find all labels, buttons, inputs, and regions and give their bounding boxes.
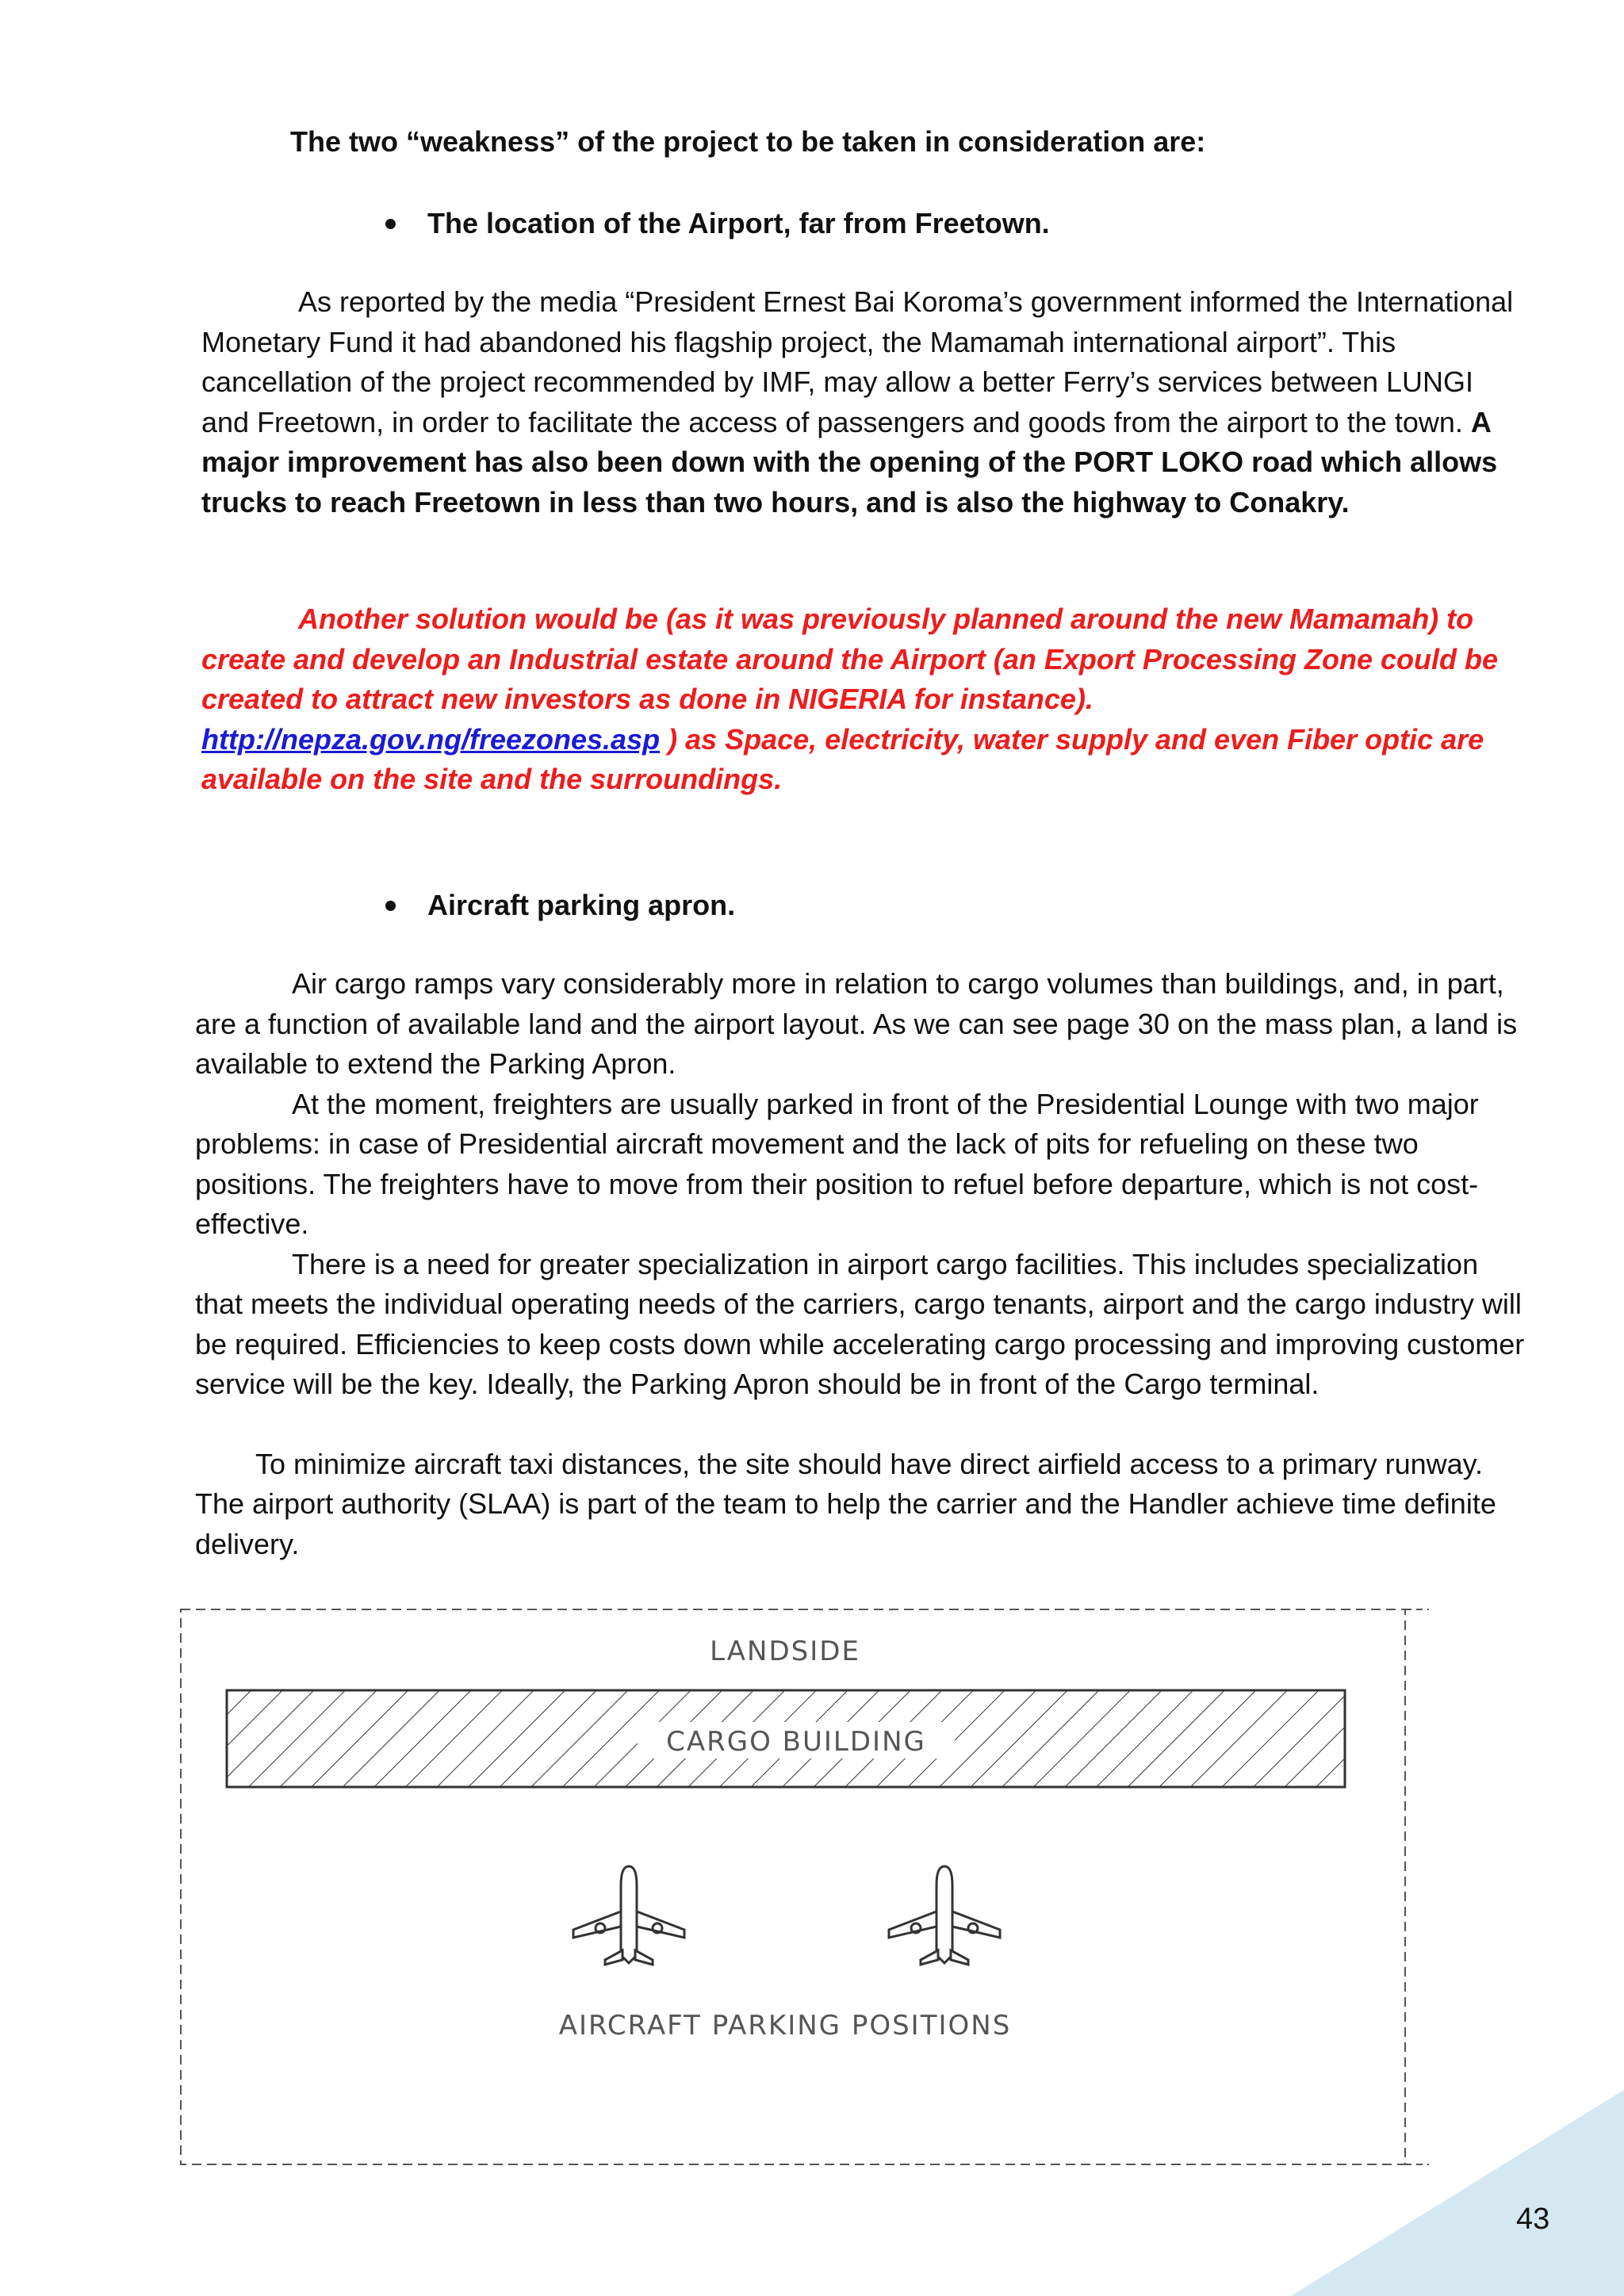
cargo-building-label: CARGO BUILDING: [666, 1726, 926, 1758]
section-heading: The two “weakness” of the project to be taken in consideration are:: [290, 125, 1206, 158]
paragraph-ramps: Air cargo ramps vary considerably more in relation to cargo volumes than buildings, and, in part, are a function of available land and the airport layout. As we can see page 30 on the mass plan, a land is available to extend the Parking Apron.: [195, 967, 1518, 1080]
paragraph-apron: [195, 964, 1530, 1564]
bullet-apron: [385, 886, 735, 925]
cargo-layout-diagram: [179, 1605, 1432, 2169]
landside-label: LANDSIDE: [710, 1636, 860, 1667]
paragraph-location-text: As reported by the media “President Ernest Bai Koroma’s government informed the International Monetary Fund it had abandoned his flagship project, the Mamamah international airport”. This cancellation of the project recommended by IMF, may allow a better Ferry’s services between LUNGI and Freetown, in order to facilitate the access of passengers and goods from the airport to the town.: [201, 285, 1514, 438]
paragraph-location-bold: A major improvement has also been down with the opening of the PORT LOKO road which allows trucks to reach Freetown in less than two hours, and is also the highway to Conakry.: [201, 405, 1498, 519]
paragraph-location: [201, 282, 1527, 522]
bullet-location: [385, 204, 1050, 243]
parking-positions-label: AIRCRAFT PARKING POSITIONS: [558, 2010, 1012, 2042]
aircraft-left-icon: [573, 1866, 684, 1965]
bullet-dot-icon: [385, 901, 396, 911]
paragraph-taxi: To minimize aircraft taxi distances, the site should have direct airfield access to a primary runway. The airport authority (SLAA) is part of the team to help the carrier and the Handler achieve time definite delivery.: [195, 1447, 1496, 1560]
nepza-link[interactable]: http://nepza.gov.ng/freezones.asp: [201, 722, 661, 756]
bullet-apron-text: Aircraft parking apron.: [427, 889, 736, 921]
paragraph-specialization: There is a need for greater specialization in airport cargo facilities. This includes specialization that meets the individual operating needs of the carriers, cargo tenants, airport and the cargo industry will be required. Efficiencies to keep costs down while accelerating cargo processing and improving customer service will be the key. Ideally, the Parking Apron should be in front of the Cargo terminal.: [195, 1247, 1525, 1400]
solution-red-text: Another solution would be (as it was previously planned around the new Mamamah) to create and develop an Industrial estate around the Airport (an Export Processing Zone could be created to attract new investors as done in NIGERIA for instance).: [201, 603, 1498, 715]
solution-red-text-2: ) as Space, electricity, water supply and even Fiber optic are available on the site and the surroundings.: [201, 722, 1484, 795]
paragraph-freighters: At the moment, freighters are usually parked in front of the Presidential Lounge with two major problems: in case of Presidential aircraft movement and the lack of pits for refueling on these two positions. The freighters have to move from their position to refuel before departure, which is not cost-effective.: [195, 1087, 1479, 1240]
paragraph-solution: [201, 599, 1527, 800]
page-number: 43: [1516, 2202, 1550, 2236]
bullet-dot-icon: [385, 219, 396, 229]
corner-decoration: [1291, 2090, 1624, 2296]
aircraft-right-icon: [889, 1866, 1000, 1965]
bullet-location-text: The location of the Airport, far from Freetown.: [427, 207, 1050, 239]
cargo-layout-svg: [179, 1605, 1432, 2169]
